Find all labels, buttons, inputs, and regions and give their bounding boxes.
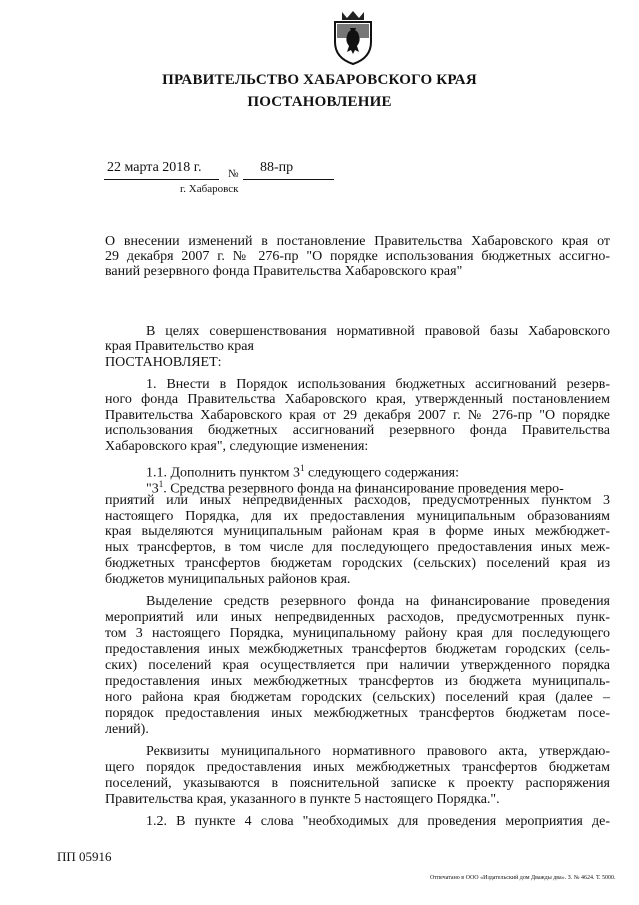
- item-1-1-text-end: следующего содержания:: [304, 465, 460, 481]
- body-line: предоставления иных межбюджетных трансфертов из бюджета муниципаль-: [105, 674, 610, 689]
- document-number: 88-пр: [260, 160, 294, 175]
- body-line: том 3 настоящего Порядка, муниципальному району края для последующего: [105, 626, 610, 641]
- quote-first-rest: . Средства резервного фонда на финансирование проведения меро-: [163, 481, 564, 497]
- body-line: настоящего Порядка, для их предоставления муниципальным образованиям: [105, 509, 610, 524]
- body-line: мероприятий или иных непредвиденных расходов, предусмотренных пунк-: [105, 610, 610, 625]
- body-line: Выделение средств резервного фонда на финансирование проведения: [146, 594, 610, 609]
- body-line: Хабаровского края", следующие изменения:: [105, 439, 369, 454]
- body-line: края Правительство края: [105, 339, 254, 354]
- body-line: края выделяются муниципальным районам края в форме иных межбюджет-: [105, 524, 610, 539]
- document-date: 22 марта 2018 г.: [107, 160, 202, 175]
- footer-code: ПП 05916: [57, 849, 112, 864]
- body-line: ного района края бюджетам городских (сельских) поселений края (далее –: [105, 690, 610, 705]
- document-type: ПОСТАНОВЛЕНИЕ: [247, 94, 392, 110]
- body-line: Правительства края, указанного в пункте 5 настоящего Порядка.".: [105, 792, 500, 807]
- khabarovsk-coat-of-arms-icon: [330, 8, 376, 66]
- item-1-1-text: 1.1. Дополнить пунктом 3: [146, 465, 300, 481]
- body-line: бюджетов муниципальных районов края.: [105, 572, 351, 587]
- body-line: 1. Внести в Порядок использования бюджетных ассигнований резерв-: [146, 377, 610, 392]
- document-city: г. Хабаровск: [180, 183, 239, 195]
- body-line: предоставления иных межбюджетных трансфертов бюджетам городских (сель-: [105, 642, 610, 657]
- body-line: лений).: [105, 722, 149, 737]
- printer-note: Отпечатано в ООО «Издательский дом Дважды два». З. № 4624. Т. 5000.: [430, 875, 616, 881]
- title-line: 29 декабря 2007 г. № 276-пр "О порядке использования бюджетных ассигно-: [105, 249, 610, 264]
- body-line: 1.2. В пункте 4 слова "необходимых для проведения мероприятия де-: [146, 814, 610, 829]
- date-underline: [104, 179, 219, 180]
- body-line: ного фонда Правительства Хабаровского края, утвержденный постановлением: [105, 392, 610, 407]
- body-line: порядок предоставления иных межбюджетных трансфертов бюджетам посе-: [105, 706, 610, 721]
- body-line: использования бюджетных ассигнований резервного фонда Правительства: [105, 423, 610, 438]
- superscript: 1: [158, 479, 164, 489]
- number-sign: №: [228, 168, 239, 180]
- title-line: ваний резервного фонда Правительства Хабаровского края": [105, 264, 463, 279]
- body-line: В целях совершенствования нормативной правовой базы Хабаровского: [146, 324, 610, 339]
- body-line: Реквизиты муниципального нормативного правового акта, утверждаю-: [146, 744, 610, 759]
- title-line: О внесении изменений в постановление Правительства Хабаровского края от: [105, 234, 610, 249]
- quote-start: "3: [146, 481, 159, 497]
- body-line: щего порядок предоставления иных межбюджетных трансфертов бюджетам: [105, 760, 610, 775]
- decree-word: ПОСТАНОВЛЯЕТ:: [105, 355, 222, 370]
- body-line: ских) поселений края осуществляется при наличии утвержденного порядка: [105, 658, 610, 673]
- body-line: Правительства Хабаровского края от 29 декабря 2007 г. № 276-пр "О порядке: [105, 408, 610, 423]
- body-line: бюджетных трансфертов бюджетам городских (сельских) поселений края из: [105, 556, 610, 571]
- body-line: приятий или иных непредвиденных расходов, предусмотренных пунктом 3: [105, 493, 610, 508]
- org-name: ПРАВИТЕЛЬСТВО ХАБАРОВСКОГО КРАЯ: [162, 72, 477, 88]
- body-line: поселений, указываются в пояснительной записке к проекту распоряжения: [105, 776, 610, 791]
- number-underline: [243, 179, 334, 180]
- body-line: ных трансфертов, в том числе для последующего предоставления иных меж-: [105, 540, 610, 555]
- superscript: 1: [299, 463, 305, 473]
